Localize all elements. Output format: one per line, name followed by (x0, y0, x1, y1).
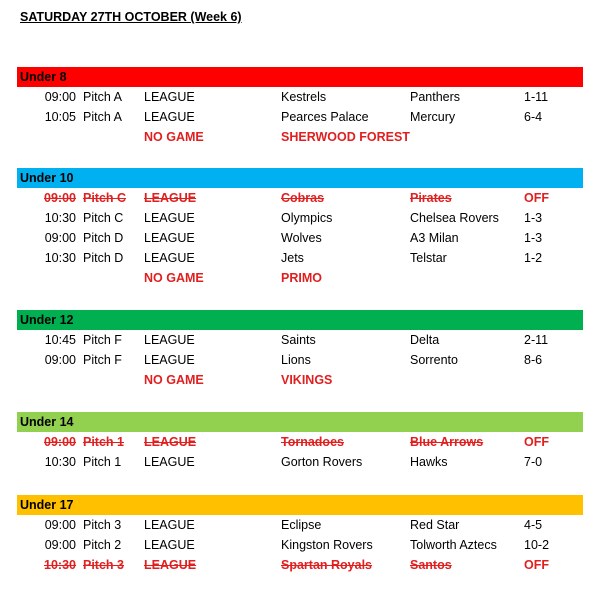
fixture-pitch: Pitch D (83, 251, 124, 265)
fixture-home: Gorton Rovers (281, 455, 363, 469)
fixture-type: LEAGUE (144, 435, 197, 449)
fixture-time: 09:00 (44, 90, 76, 104)
fixture-time: 09:00 (44, 435, 76, 449)
fixture-away: Pirates (410, 191, 452, 205)
age-group-header: Under 17 (17, 495, 583, 515)
fixture-pitch: Pitch F (83, 333, 122, 347)
age-group-section (17, 67, 583, 147)
fixture-row (17, 432, 583, 452)
fixture-type: LEAGUE (144, 455, 195, 469)
fixture-time: 09:00 (44, 538, 76, 552)
fixture-type: LEAGUE (144, 211, 195, 225)
fixture-home: Saints (281, 333, 316, 347)
fixture-score: 1-3 (524, 211, 543, 225)
fixture-pitch: Pitch F (83, 353, 122, 367)
fixture-time: 10:30 (44, 211, 76, 225)
fixture-time: 09:00 (44, 518, 76, 532)
age-group-header: Under 12 (17, 310, 583, 330)
age-group-section (17, 495, 583, 575)
fixture-type: LEAGUE (144, 110, 195, 124)
fixture-away: Blue Arrows (410, 435, 484, 449)
fixture-score: 1-11 (524, 90, 549, 104)
fixture-score: OFF (524, 558, 549, 572)
fixture-type: LEAGUE (144, 90, 195, 104)
fixture-row (17, 535, 583, 555)
fixture-score: OFF (524, 191, 549, 205)
fixture-home: Spartan Royals (281, 558, 373, 572)
fixture-away: Red Star (410, 518, 460, 532)
fixture-row (17, 350, 583, 370)
fixture-score: 8-6 (524, 353, 543, 367)
fixture-type: LEAGUE (144, 251, 195, 265)
no-game-row (17, 370, 583, 390)
fixture-row (17, 107, 583, 127)
age-group-section (17, 310, 583, 390)
fixture-score: 1-2 (524, 251, 543, 265)
fixture-type: NO GAME (144, 271, 204, 285)
fixture-type: LEAGUE (144, 191, 197, 205)
fixture-score: 1-3 (524, 231, 543, 245)
fixture-time: 09:00 (44, 353, 76, 367)
fixture-pitch: Pitch D (83, 231, 124, 245)
fixture-away: Panthers (410, 90, 461, 104)
fixture-type: LEAGUE (144, 558, 197, 572)
fixture-type: LEAGUE (144, 231, 195, 245)
fixture-away: Hawks (410, 455, 448, 469)
fixture-home: Jets (281, 251, 304, 265)
fixture-type: NO GAME (144, 373, 204, 387)
fixture-away: Telstar (410, 251, 447, 265)
fixture-row (17, 208, 583, 228)
no-game-row (17, 127, 583, 147)
fixture-row (17, 330, 583, 350)
fixture-pitch: Pitch 1 (83, 455, 122, 469)
age-group-section (17, 168, 583, 288)
fixture-pitch: Pitch C (83, 211, 124, 225)
fixture-pitch: Pitch C (83, 191, 127, 205)
fixture-away: Mercury (410, 110, 456, 124)
fixture-time: 09:00 (44, 191, 76, 205)
fixture-home: VIKINGS (281, 373, 333, 387)
fixture-score: OFF (524, 435, 549, 449)
fixture-home: Kestrels (281, 90, 327, 104)
fixture-home: Tornadoes (281, 435, 344, 449)
fixture-away: Chelsea Rovers (410, 211, 499, 225)
fixture-time: 10:30 (44, 558, 76, 572)
fixture-row (17, 188, 583, 208)
fixture-time: 10:30 (44, 251, 76, 265)
fixture-pitch: Pitch 3 (83, 558, 124, 572)
fixture-home: PRIMO (281, 271, 322, 285)
fixture-type: LEAGUE (144, 538, 195, 552)
fixture-score: 7-0 (524, 455, 543, 469)
fixture-time: 10:30 (44, 455, 76, 469)
fixture-pitch: Pitch 2 (83, 538, 122, 552)
fixture-type: LEAGUE (144, 518, 195, 532)
fixture-score: 2-11 (524, 333, 549, 347)
fixture-home: Olympics (281, 211, 333, 225)
fixture-row (17, 555, 583, 575)
fixture-away: Sorrento (410, 353, 458, 367)
fixture-home: SHERWOOD FOREST (281, 130, 410, 144)
fixture-pitch: Pitch 3 (83, 518, 122, 532)
fixture-time: 10:45 (44, 333, 76, 347)
fixture-home: Pearces Palace (281, 110, 369, 124)
age-group-header: Under 10 (17, 168, 583, 188)
fixture-away: A3 Milan (410, 231, 459, 245)
fixture-away: Tolworth Aztecs (410, 538, 497, 552)
fixture-type: LEAGUE (144, 353, 195, 367)
page-title: SATURDAY 27TH OCTOBER (Week 6) (20, 10, 242, 24)
fixture-type: LEAGUE (144, 333, 195, 347)
fixture-row (17, 87, 583, 107)
fixture-home: Cobras (281, 191, 325, 205)
fixture-home: Wolves (281, 231, 322, 245)
age-group-section (17, 412, 583, 472)
fixture-score: 4-5 (524, 518, 543, 532)
fixture-score: 10-2 (524, 538, 550, 552)
fixture-home: Lions (281, 353, 311, 367)
fixture-row (17, 515, 583, 535)
fixture-row (17, 452, 583, 472)
fixture-home: Kingston Rovers (281, 538, 373, 552)
fixture-pitch: Pitch 1 (83, 435, 124, 449)
fixture-pitch: Pitch A (83, 90, 122, 104)
fixture-type: NO GAME (144, 130, 204, 144)
fixture-away: Santos (410, 558, 452, 572)
fixture-pitch: Pitch A (83, 110, 122, 124)
fixture-row (17, 228, 583, 248)
fixture-home: Eclipse (281, 518, 322, 532)
age-group-header: Under 8 (17, 67, 583, 87)
fixture-row (17, 248, 583, 268)
fixture-away: Delta (410, 333, 440, 347)
fixture-score: 6-4 (524, 110, 543, 124)
fixture-time: 10:05 (44, 110, 76, 124)
age-group-header: Under 14 (17, 412, 583, 432)
no-game-row (17, 268, 583, 288)
fixture-time: 09:00 (44, 231, 76, 245)
